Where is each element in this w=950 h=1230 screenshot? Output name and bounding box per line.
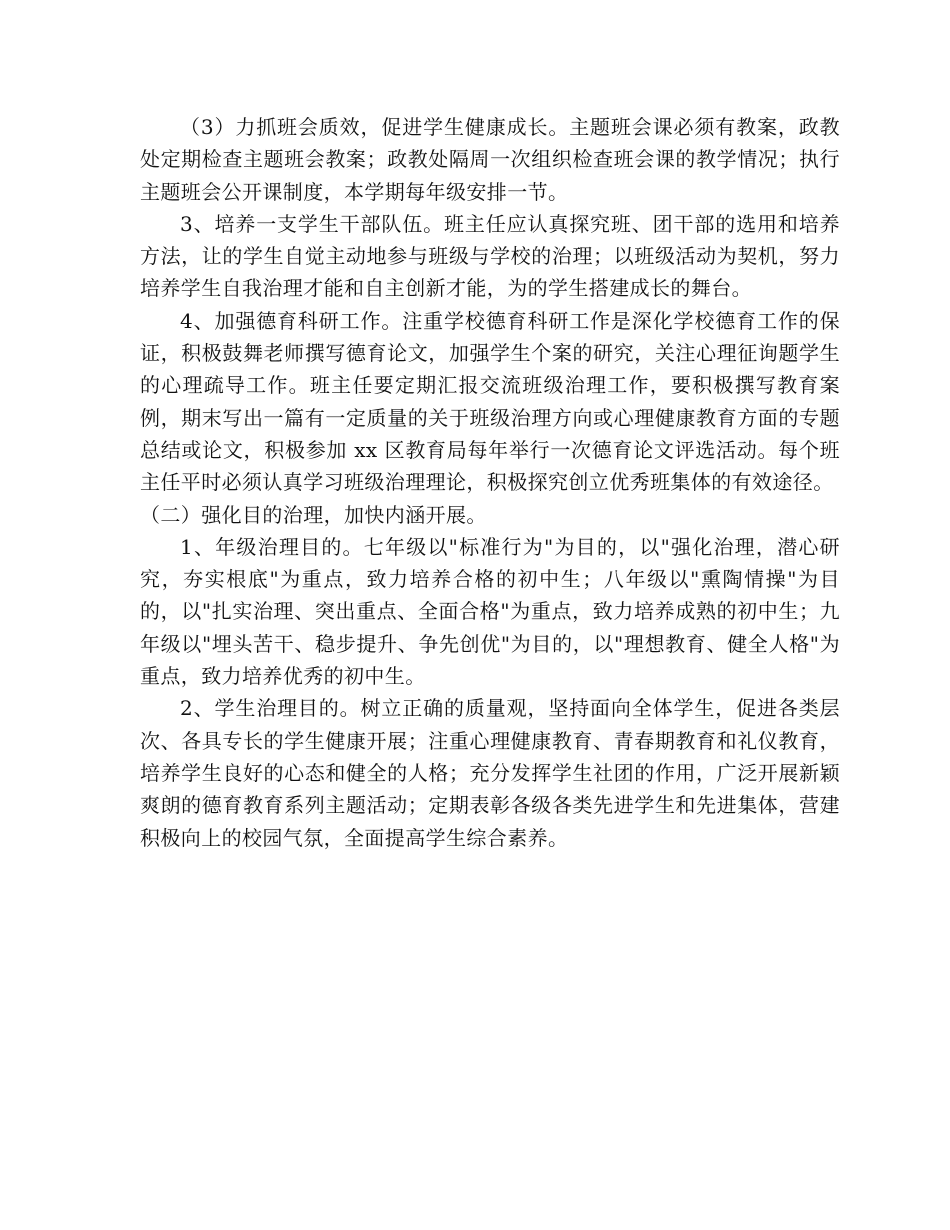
paragraph-moral-research: 4、加强德育科研工作。注重学校德育科研工作是深化学校德育工作的保证，积极鼓舞老师撰写德育论文，加强学生个案的研究，关注心理征询题学生的心理疏导工作。班主任要定期汇报交流班级治理工作，要积极撰写教育案例，期末写出一篇有一定质量的关于班级治理方向或心理健康教育方面的专题总结或论文，积极参加 xx 区教育局每年举行一次德育论文评选活动。每个班主任平时必须认真学习班级治理理论，积极探究创立优秀班集体的有效途径。 — [140, 308, 840, 495]
paragraph-grade-goals: 1、年级治理目的。七年级以"标准行为"为目的，以"强化治理，潜心研究，夯实根底"为重点，致力培养合格的初中生；八年级以"熏陶情操"为目的，以"扎实治理、突出重点、全面合格"为重点，致力培养成熟的初中生；九年级以"埋头苦干、稳步提升、争先创优"为目的，以"理想教育、健全人格"为重点，致力培养优秀的初中生。 — [140, 534, 840, 689]
paragraph-student-cadres: 3、培养一支学生干部队伍。班主任应认真探究班、团干部的选用和培养方法，让的学生自觉主动地参与班级与学校的治理；以班级活动为契机，努力培养学生自我治理才能和自主创新才能，为的学生搭建成长的舞台。 — [140, 211, 840, 301]
paragraph-class-meeting-quality: （3）力抓班会质效，促进学生健康成长。主题班会课必须有教案，政教处定期检查主题班会教案；政教处隔周一次组织检查班会课的教学情况；执行主题班会公开课制度，本学期每年级安排一节。 — [140, 115, 840, 204]
section-heading-goal-management: （二）强化目的治理，加快内涵开展。 — [140, 502, 487, 527]
document-body — [140, 111, 840, 854]
paragraph-student-goals: 2、学生治理目的。树立正确的质量观，坚持面向全体学生，促进各类层次、各具专长的学生健康开展；注重心理健康教育、青春期教育和礼仪教育，培养学生良好的心态和健全的人格；充分发挥学生社团的作用，广泛开展新颖爽朗的德育教育系列主题活动；定期表彰各级各类先进学生和先进集体，营建积极向上的校园气氛，全面提高学生综合素养。 — [140, 696, 840, 850]
